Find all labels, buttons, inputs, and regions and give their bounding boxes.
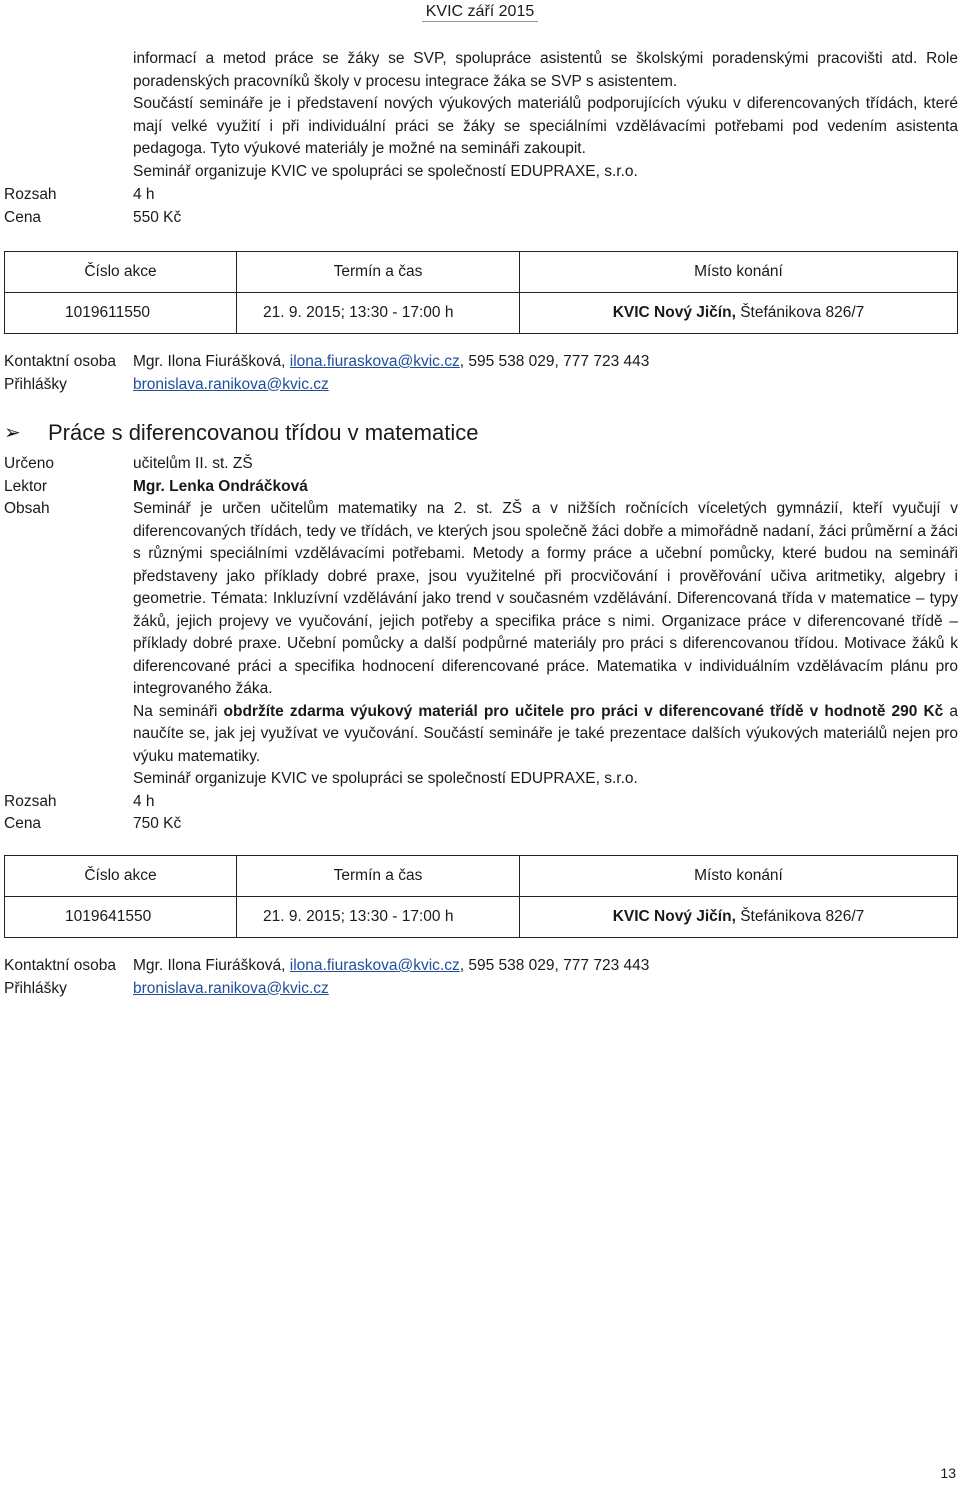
arrow-bullet-icon: ➢ (4, 422, 21, 444)
course1-description (133, 48, 958, 183)
page-header (0, 0, 960, 22)
contact-email-link[interactable]: ilona.fiuraskova@kvic.cz (289, 353, 460, 370)
th-misto: Místo konání (520, 252, 958, 293)
table-row (5, 293, 958, 334)
registration-email-link[interactable]: bronislava.ranikova@kvic.cz (133, 979, 329, 997)
course2-heading (4, 420, 478, 446)
course1-cena: 550 Kč (133, 208, 182, 226)
label-prihlasky: Přihlášky (4, 979, 67, 997)
event-location (520, 897, 958, 938)
label-obsah: Obsah (4, 500, 50, 517)
label-cena: Cena (4, 815, 42, 832)
event-location (520, 293, 958, 334)
contact-name: Mgr. Ilona Fiurášková, (133, 353, 290, 370)
course2-title: Práce s diferencovanou třídou v matematice (48, 420, 479, 445)
label-prihlasky: Přihlášky (4, 375, 67, 393)
course1-contact (4, 351, 958, 396)
page-number: 13 (940, 1465, 956, 1481)
header-title: KVIC září 2015 (422, 3, 539, 22)
course1-rozsah: 4 h (133, 186, 155, 203)
event-location-address: Štefánikova 826/7 (735, 907, 865, 925)
course2-obsah (133, 498, 958, 791)
th-termin: Termín a čas (237, 252, 520, 293)
th-termin: Termín a čas (237, 856, 520, 897)
th-cislo: Číslo akce (5, 856, 237, 897)
course1-contact-value (133, 351, 958, 374)
contact-phones: , 595 538 029, 777 723 443 (459, 353, 650, 370)
label-kontakt: Kontaktní osoba (4, 957, 117, 974)
course2-contact-value (133, 955, 958, 978)
course1-desc-p1: informací a metod práce se žáky se SVP, spolupráce asistentů se školskými poradenskými pracovišti atd. Role poradenských pracovníků školy v procesu integrace žáka se SVP s asistentem. (133, 50, 958, 90)
course2-cena: 750 Kč (133, 815, 182, 832)
label-kontakt: Kontaktní osoba (4, 353, 117, 370)
th-misto: Místo konání (520, 856, 958, 897)
table-row (5, 897, 958, 938)
course2-obsah-p1: Seminář je určen učitelům matematiky na 2. st. ZŠ a v nižších ročnících víceletých gymnázií, kteří vyučují v diferencovaných třídách, tedy ve třídách, ve kterých jsou společně žáci dobře a mimořádně nadaní, žáci průměrní a žáci s různými speciálními vzdělávacími potřebami. Metody a formy práce a učební pomůcky, které budou na semináři představeny jako příklady dobré praxe, jsou využitelné při procvičování i prověřování učiva aritmetiky, algebry i geometrie. Témata: Inkluzívní vzdělávání jako trend v současném vzdělávání. Diferencovaná třída v matematice – typy žáků, jejich projevy ve vyučování, jejich potřeby a specifika práce s nimi. Organizace práce v diferencované třídě – příklady dobré praxe. Učební pomůcky a další podpůrné materiály pro práci s diferencovanou třídou. Motivace žáků k diferencované práci a specifika hodnocení diferencované práce. Matematika v individuálním vzdělávacím plánu pro integrovaného žáka. (133, 500, 958, 697)
label-rozsah: Rozsah (4, 792, 57, 810)
contact-email-link[interactable]: ilona.fiuraskova@kvic.cz (289, 957, 460, 974)
course1-event-table (4, 251, 958, 334)
contact-name: Mgr. Ilona Fiurášková, (133, 957, 290, 974)
course2-obsah-p2: Na semináři obdržíte zdarma výukový materiál pro učitele pro práci v diferencované třídě v hodnotě 290 Kč a naučíte se, jak jej využívat ve vyučování. Součástí semináře je také prezentace dalších výukových materiálů nejen pro výuku matematiky. (133, 702, 958, 765)
label-cena: Cena (4, 208, 42, 226)
registration-email-link[interactable]: bronislava.ranikova@kvic.cz (133, 375, 329, 393)
label-lektor: Lektor (4, 477, 48, 495)
label-urceno: Určeno (4, 455, 54, 472)
course2-obsah-p3: Seminář organizuje KVIC ve spolupráci se společností EDUPRAXE, s.r.o. (133, 770, 638, 787)
course2-contact (4, 955, 958, 1000)
course2-event-table (4, 855, 958, 938)
event-location-name: KVIC Nový Jičín, (612, 907, 736, 925)
event-number: 1019611550 (5, 293, 237, 334)
event-location-name: KVIC Nový Jičín, (612, 303, 736, 321)
event-datetime: 21. 9. 2015; 13:30 - 17:00 h (237, 897, 520, 938)
course1-desc-p3: Seminář organizuje KVIC ve spolupráci se společností EDUPRAXE, s.r.o. (133, 162, 638, 180)
course2-rozsah: 4 h (133, 792, 155, 810)
table-header-row (5, 856, 958, 897)
course2-urceno: učitelům II. st. ZŠ (133, 455, 253, 472)
contact-phones: , 595 538 029, 777 723 443 (459, 957, 650, 974)
th-cislo: Číslo akce (5, 252, 237, 293)
event-location-address: Štefánikova 826/7 (735, 303, 865, 321)
event-number: 1019641550 (5, 897, 237, 938)
course2-body (4, 453, 958, 836)
course1-meta (4, 184, 958, 229)
event-datetime: 21. 9. 2015; 13:30 - 17:00 h (237, 293, 520, 334)
course2-lektor: Mgr. Lenka Ondráčková (133, 477, 308, 495)
label-rozsah: Rozsah (4, 186, 57, 203)
table-header-row (5, 252, 958, 293)
course1-desc-p2: Součástí semináře je i představení nových výukových materiálů podporujících výuku v diferencovaných třídách, které mají velké využití i při individuální práci se žáky se speciálními vzdělávacími potřebami pod vedením asistenta pedagoga. Tyto výukové materiály je možné na semináři zakoupit. (133, 95, 958, 157)
